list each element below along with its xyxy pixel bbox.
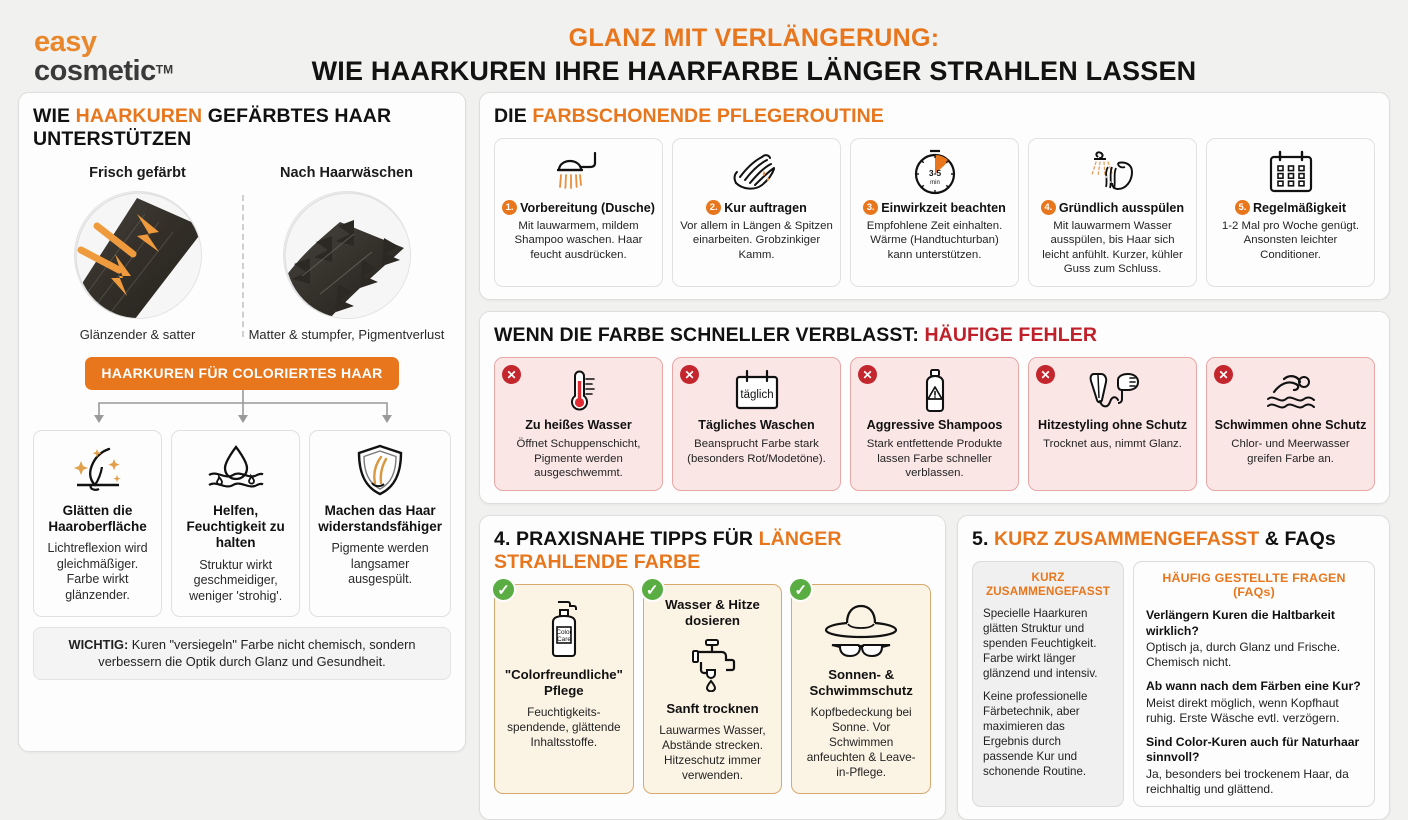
- shower-icon: [502, 148, 655, 196]
- hair-cuticle-smooth-icon: [74, 191, 202, 319]
- routine-card-3: [850, 138, 1019, 287]
- benefit-card-smooth: [33, 430, 162, 617]
- faq-question-3: Sind Color-Kuren auch für Naturhaar sinnvoll?: [1146, 735, 1360, 765]
- panel-how-treatments-support: [18, 92, 466, 752]
- faq-item: [1146, 608, 1362, 670]
- routine-number-5: 5.: [1235, 200, 1250, 215]
- hands-apply-icon: [680, 148, 833, 196]
- routine-card-3-title: [858, 200, 1011, 215]
- mistake-cards: [494, 357, 1375, 491]
- routine-title-1: Vorbereitung (Dusche): [520, 200, 655, 215]
- tip-card-sun-swim: [791, 581, 931, 794]
- summary-row: [972, 561, 1375, 807]
- summary-paragraph-1: Specielle Haarkuren glätten Struktur und spenden Feuchtigkeit. Farbe wirkt länger glänzend und intensiv.: [983, 607, 1098, 681]
- calendar-icon: [1214, 148, 1367, 196]
- tip-title-gentle-dry: Sanft trocknen: [666, 701, 759, 717]
- note-text: Kuren "versiegeln" Farbe nicht chemisch, sondern verbessern die Optik durch Glanz und Gesundheit.: [98, 637, 416, 669]
- faq-question-1: Verlängern Kuren die Haltbarkeit wirklich?: [1146, 608, 1335, 638]
- tips-title-highlight: LÄNGER STRAHLENDE FARBE: [494, 528, 842, 574]
- routine-title-5: Regelmäßigkeit: [1252, 200, 1347, 215]
- summary-box: [972, 561, 1124, 807]
- tip-title-color-care: "Colorfreundliche" Pflege: [504, 667, 623, 699]
- tip-text-color-care: Feuchtigkeits-spendende, glättende Inhaltsstoffe.: [507, 705, 621, 750]
- routine-card-2-title: [680, 200, 833, 215]
- comparison-caption-fresh: Glänzender & satter: [79, 327, 196, 342]
- tips-section-title: [494, 528, 931, 574]
- close-icon: ✕: [858, 365, 877, 384]
- benefit-cards: [33, 430, 451, 617]
- routine-title-highlight: FARBSCHONENDE PFLEGEROUTINE: [532, 105, 884, 127]
- timer-icon: [858, 148, 1011, 196]
- faq-question-2: Ab wann nach dem Färben eine Kur?: [1146, 679, 1361, 694]
- page-title: [198, 14, 1390, 87]
- bottle-label-line-1: Color: [556, 629, 572, 637]
- summary-title-part-a: 5.: [972, 528, 994, 551]
- mistake-text-hot-water: Öffnet Schuppenschicht, Pigmente werden ausgeschwemmt.: [516, 438, 641, 480]
- benefit-title-resilient: Machen das Haar widerstandsfähiger: [318, 503, 442, 535]
- panel-summary-faq: [957, 515, 1390, 820]
- routine-title-2: Kur auftragen: [724, 200, 807, 215]
- tip-title-sun-swim: Sonnen- & Schwimmschutz: [809, 667, 913, 699]
- close-icon: ✕: [502, 365, 521, 384]
- close-icon: ✕: [1214, 365, 1233, 384]
- panel-practical-tips: [479, 515, 946, 820]
- mistake-title-daily-wash: Tägliches Waschen: [698, 418, 815, 433]
- mistake-card-swimming: [1206, 357, 1375, 491]
- tip-card-color-care: [494, 581, 634, 794]
- hairdryer-straightener-icon: [1036, 367, 1189, 415]
- summary-section-title: [972, 528, 1375, 551]
- routine-card-4: [1028, 138, 1197, 287]
- mistake-text-heat-styling: Trocknet aus, nimmt Glanz.: [1043, 438, 1182, 451]
- mistake-title-heat-styling: Hitzestyling ohne Schutz: [1037, 418, 1188, 433]
- faq-box: [1133, 561, 1375, 807]
- mistake-text-swimming: Chlor- und Meerwasser greifen Farbe an.: [1231, 438, 1350, 465]
- comparison-after-washes: [242, 165, 451, 343]
- tip-cards: [494, 581, 931, 794]
- treatments-badge-wrap: [33, 357, 451, 390]
- benefit-card-resilient: [309, 430, 451, 617]
- title-subline: GLANZ MIT VERLÄNGERUNG:: [568, 24, 940, 52]
- title-main: WIE HAARKUREN IHRE HAARFARBE LÄNGER STRAHLEN LASSEN: [311, 56, 1197, 86]
- faq-item: [1146, 735, 1362, 797]
- tip-text-gentle-dry: Lauwarmes Wasser, Abstände strecken. Hitzeschutz immer verwenden.: [659, 722, 766, 783]
- routine-number-3: 3.: [863, 200, 878, 215]
- comparison-label-after: Nach Haarwäschen: [280, 165, 413, 181]
- left-title-part-c: GEFÄRBTES HAAR UNTERSTÜTZEN: [33, 105, 392, 150]
- benefit-title-moisture: Helfen, Feuchtigkeit zu halten: [186, 503, 285, 551]
- routine-card-4-title: [1036, 200, 1189, 215]
- summary-box-heading: KURZ ZUSAMMENGEFASST: [985, 571, 1111, 599]
- routine-text-5: 1-2 Mal pro Woche genügt. Ansonsten leichter Conditioner.: [1221, 220, 1360, 261]
- thermometer-icon: [502, 367, 655, 415]
- body-columns: [18, 92, 1390, 796]
- faq-answer-3: Ja, besonders bei trockenem Haar, da reichhaltig und glättend.: [1146, 766, 1349, 796]
- important-note: [33, 627, 451, 680]
- mistake-title-hot-water: Zu heißes Wasser: [525, 418, 632, 433]
- calendar-daily-icon: [680, 367, 833, 415]
- mistakes-section-title: [494, 324, 1375, 347]
- mistake-title-swimming: Schwimmen ohne Schutz: [1214, 418, 1367, 433]
- routine-title-part-a: DIE: [494, 105, 533, 127]
- note-bold-label: WICHTIG:: [68, 637, 129, 653]
- routine-text-2: Vor allem in Längen & Spitzen einarbeiten. Grobzinkiger Kamm.: [680, 220, 833, 261]
- routine-card-5-title: [1214, 200, 1367, 215]
- benefit-text-smooth: Lichtreflexion wird gleichmäßiger. Farbe wirkt glänzender.: [47, 541, 148, 602]
- shield-hair-icon: [318, 443, 442, 497]
- routine-section-title: [494, 105, 1375, 128]
- benefit-text-moisture: Struktur wirkt geschmeidiger, weniger 'strohig'.: [189, 557, 283, 603]
- swimmer-icon: [1214, 367, 1367, 415]
- comparison-fresh-dyed: [33, 165, 242, 343]
- mistake-text-harsh-shampoo: Stark entfettende Produkte lassen Farbe schneller verblassen.: [866, 438, 1003, 480]
- treatments-badge: HAARKUREN FÜR COLORIERTES HAAR: [85, 357, 398, 390]
- calendar-daily-label: täglich: [739, 389, 774, 402]
- brand-line-1: easy: [34, 26, 97, 58]
- rinse-head-icon: [1036, 148, 1189, 196]
- harsh-shampoo-bottle-icon: [858, 367, 1011, 415]
- routine-title-4: Gründlich ausspülen: [1058, 200, 1185, 215]
- close-icon: ✕: [1036, 365, 1055, 384]
- mistake-text-daily-wash: Beansprucht Farbe stark (besonders Rot/Modetöne).: [687, 438, 826, 465]
- tip-card-gentle-dry: [643, 581, 783, 794]
- header: [18, 14, 1390, 92]
- left-section-title: [33, 105, 451, 151]
- routine-text-3: Empfohlene Zeit einhalten. Wärme (Handtuchturban) kann unterstützen.: [866, 220, 1003, 261]
- routine-text-1: Mit lauwarmem, mildem Shampoo waschen. Haar feucht ausdrücken.: [514, 220, 643, 261]
- faq-answer-1: Optisch ja, durch Glanz und Frische. Chemisch nicht.: [1146, 639, 1341, 670]
- summary-paragraph-2: Keine professionelle Färbetechnik, aber maximieren das Ergebnis durch passende Kur und schonende Routine.: [983, 689, 1088, 778]
- mistake-title-harsh-shampoo: Aggressive Shampoos: [866, 418, 1003, 433]
- check-icon: ✓: [491, 577, 516, 602]
- shine-follicle-icon: [42, 443, 153, 497]
- color-care-bottle-icon: [503, 599, 625, 661]
- faq-heading: HÄUFIG GESTELLTE FRAGEN (FAQs): [1162, 571, 1346, 600]
- comparison-label-fresh: Frisch gefärbt: [89, 165, 186, 181]
- benefit-title-smooth: Glätten die Haaroberfläche: [48, 503, 147, 535]
- summary-title-part-c: & FAQs: [1259, 528, 1336, 551]
- hair-cuticle-damaged-icon: [283, 191, 411, 319]
- routine-card-1: [494, 138, 663, 287]
- tips-title-part-a: 4. PRAXISNAHE TIPPS FÜR: [494, 528, 759, 551]
- routine-title-3: Einwirkzeit beachten: [881, 200, 1006, 215]
- mistake-card-heat-styling: [1028, 357, 1197, 491]
- routine-card-1-title: [502, 200, 655, 215]
- hat-sunglasses-icon: [800, 599, 922, 661]
- brand-line-2: cosmetic: [34, 55, 156, 87]
- routine-cards: [494, 138, 1375, 287]
- panel-care-routine: [479, 92, 1390, 300]
- panel-common-mistakes: [479, 311, 1390, 504]
- routine-text-4: Mit lauwarmem Wasser ausspülen, bis Haar sich leicht anfühlt. Kurzer, kühler Guss zum Schluss.: [1042, 220, 1183, 276]
- summary-title-highlight: KURZ ZUSAMMENGEFASST: [993, 528, 1260, 551]
- mistake-card-harsh-shampoo: [850, 357, 1019, 491]
- benefit-text-resilient: Pigmente werden langsamer ausgespült.: [331, 541, 429, 587]
- trademark-symbol: TM: [155, 62, 174, 77]
- tip-text-sun-swim: Kopfbedeckung bei Sonne. Vor Schwimmen anfeuchten & Leave-in-Pflege.: [806, 705, 916, 780]
- bottom-row: [479, 515, 1390, 820]
- mistake-card-daily-wash: [672, 357, 841, 491]
- moisture-drop-icon: [180, 443, 291, 497]
- routine-card-5: [1206, 138, 1375, 287]
- left-title-highlight: HAARKUREN: [75, 105, 203, 127]
- faq-item: [1146, 679, 1362, 726]
- right-column: [479, 92, 1390, 796]
- routine-number-4: 4.: [1041, 200, 1056, 215]
- comparison-caption-after: Matter & stumpfer, Pigmentverlust: [248, 327, 445, 342]
- comparison-divider: [242, 195, 244, 337]
- mistake-card-hot-water: [494, 357, 663, 491]
- mistakes-title-highlight: HÄUFIGE FEHLER: [924, 324, 1098, 347]
- hair-comparison: [33, 165, 451, 343]
- bottle-label-line-2: Care: [556, 636, 571, 644]
- tip-heading-water-heat: Wasser & Hitze dosieren: [665, 597, 760, 629]
- close-icon: ✕: [680, 365, 699, 384]
- timer-unit-label: min: [929, 180, 940, 186]
- routine-number-2: 2.: [706, 200, 721, 215]
- faq-answer-2: Meist direkt möglich, wenn Kopfhaut ruhig. Erste Wäsche evtl. verzögern.: [1146, 695, 1340, 725]
- check-icon: ✓: [788, 577, 813, 602]
- routine-number-1: 1.: [502, 200, 517, 215]
- brand-logo: [18, 14, 198, 86]
- check-icon: ✓: [640, 577, 665, 602]
- benefit-connector-arrows: [33, 390, 451, 430]
- faucet-drop-icon: [652, 633, 774, 695]
- timer-value-label: 3-5: [928, 168, 941, 178]
- mistakes-title-part-a: WENN DIE FARBE SCHNELLER VERBLASST:: [494, 324, 925, 347]
- left-title-part-a: WIE: [33, 105, 76, 127]
- benefit-card-moisture: [171, 430, 300, 617]
- routine-card-2: [672, 138, 841, 287]
